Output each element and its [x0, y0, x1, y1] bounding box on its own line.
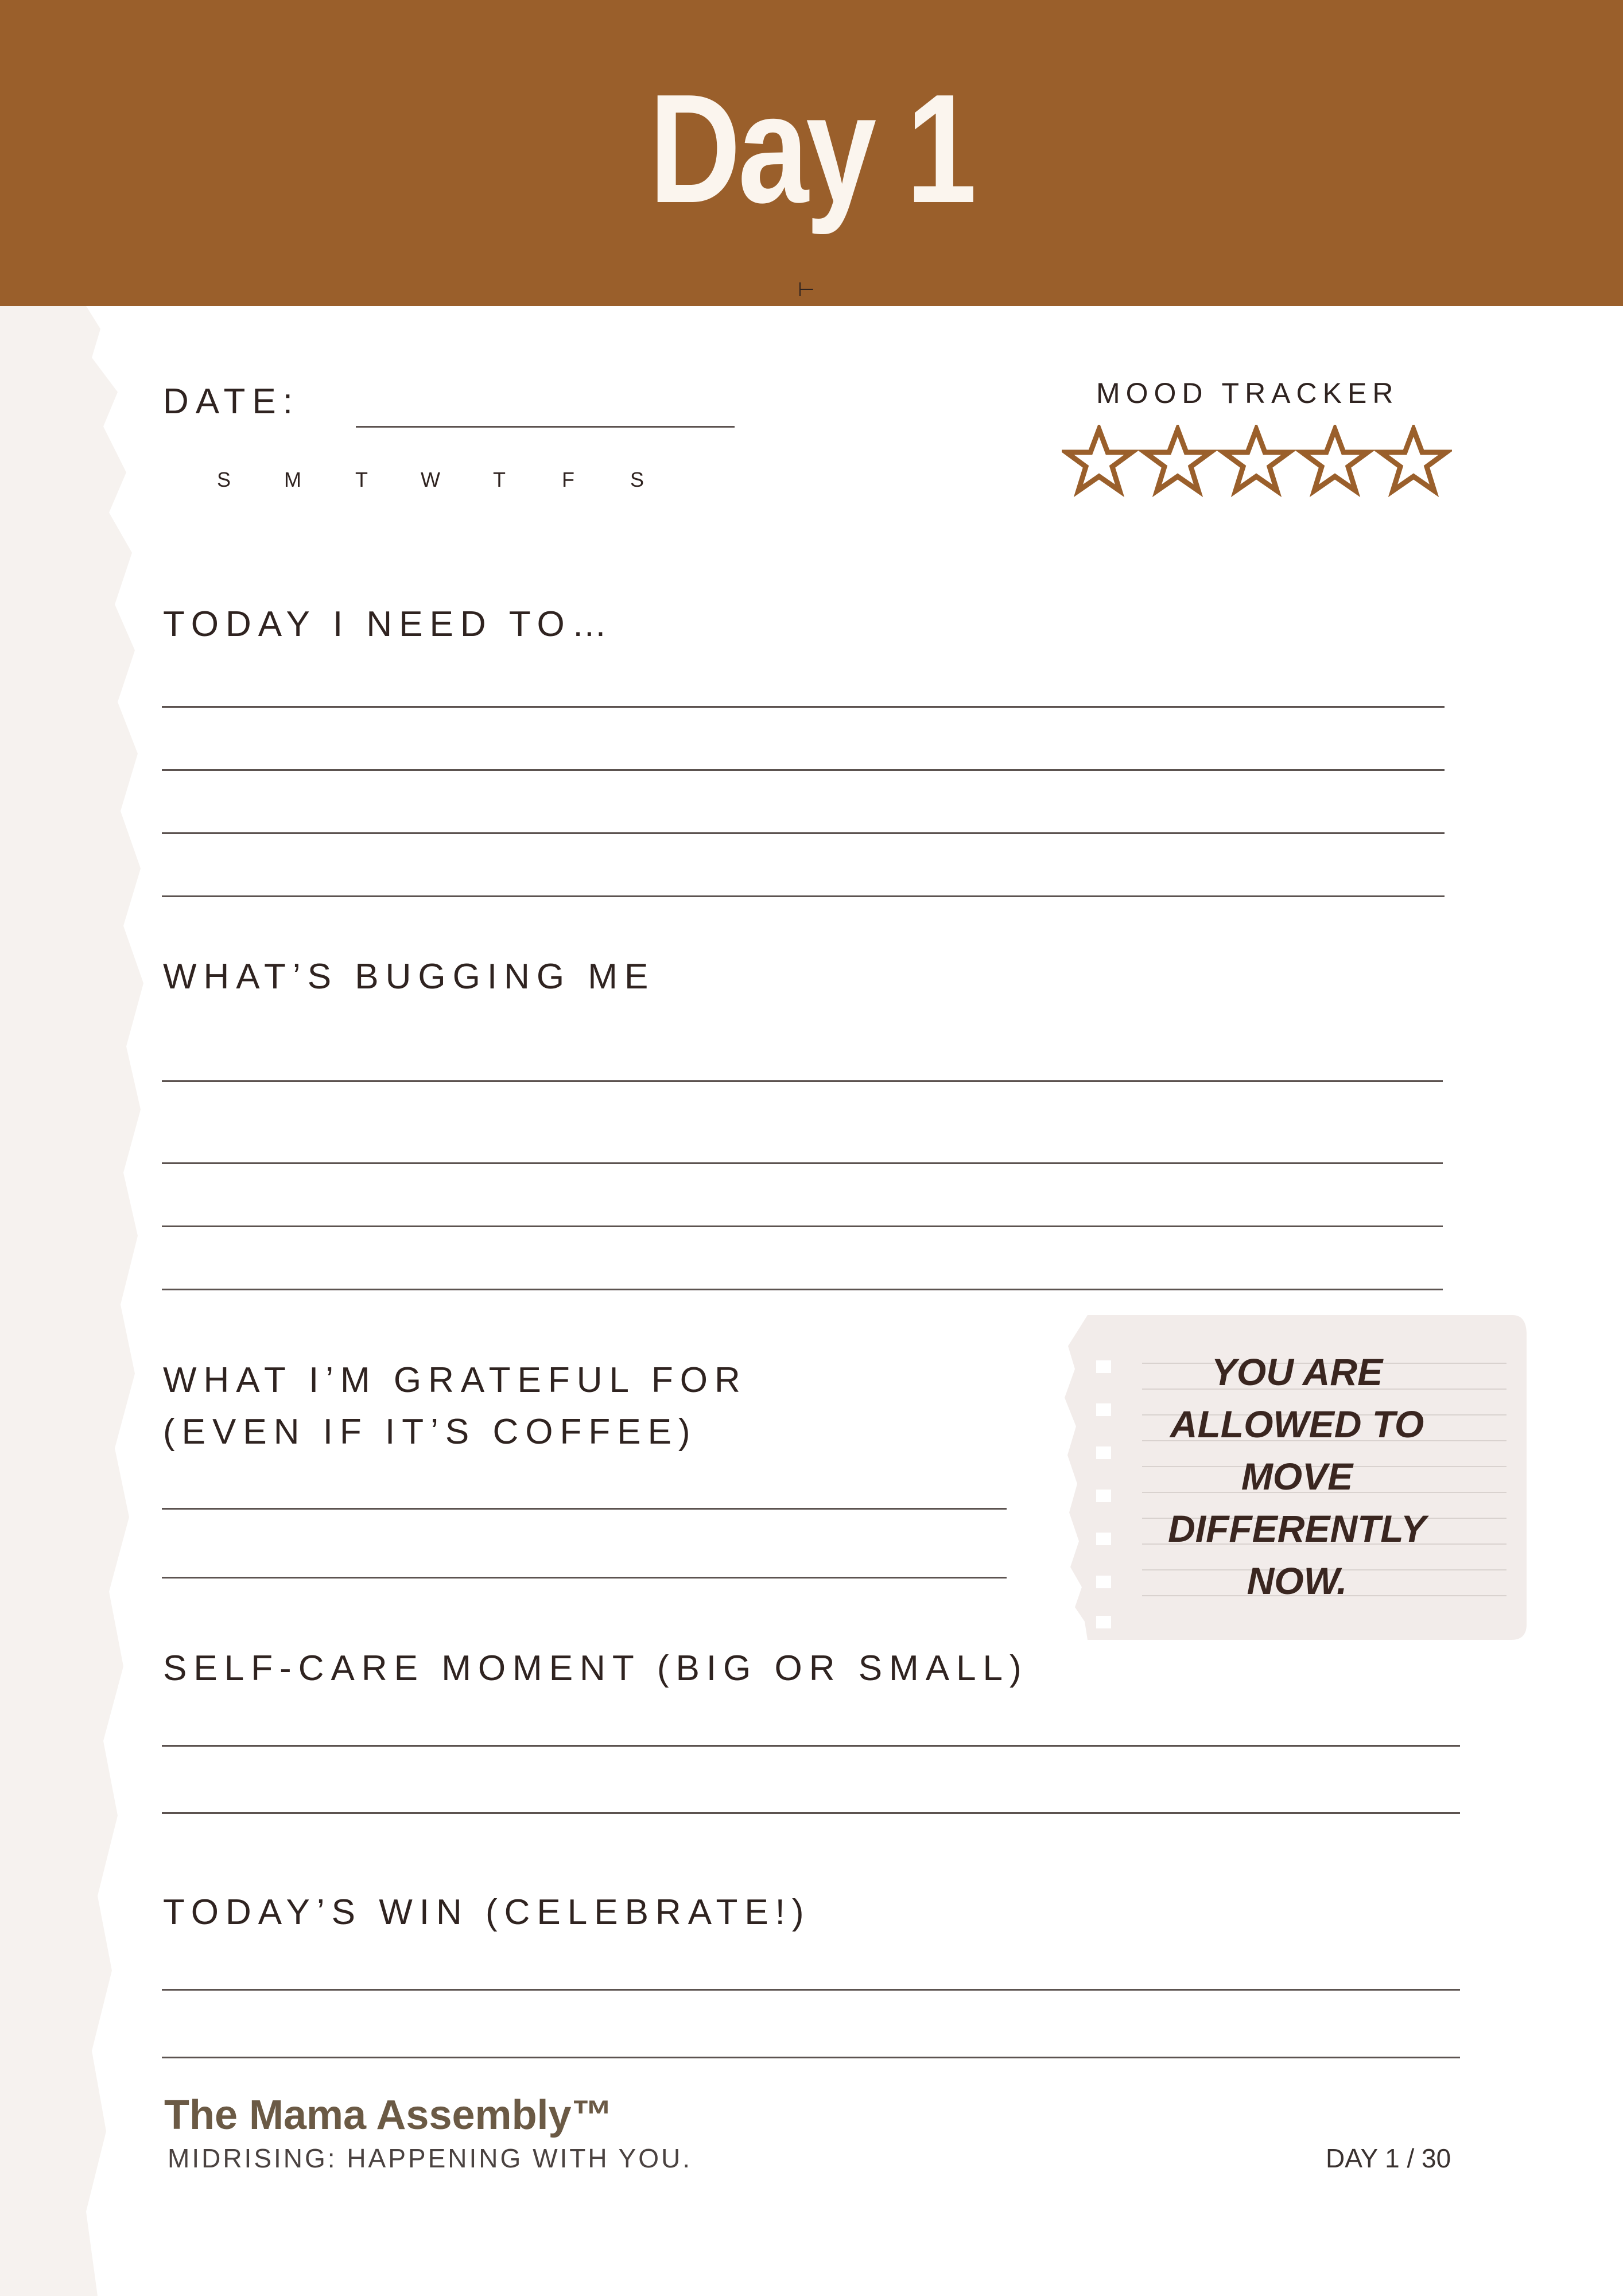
write-line[interactable] — [162, 1577, 1007, 1578]
star-icon[interactable] — [1145, 429, 1210, 491]
day-monday[interactable]: M — [284, 468, 304, 491]
write-line[interactable] — [162, 706, 1445, 708]
write-line[interactable] — [162, 1162, 1443, 1164]
day-friday[interactable]: F — [562, 468, 577, 491]
write-line[interactable] — [162, 1225, 1443, 1227]
section-win-heading: TODAY’S WIN (CELEBRATE!) — [163, 1892, 811, 1932]
write-line[interactable] — [162, 2057, 1460, 2058]
note-line: NOW. — [1247, 1560, 1348, 1602]
star-icon[interactable] — [1066, 429, 1132, 491]
section-grateful-subheading: (EVEN IF IT’S COFFEE) — [163, 1412, 697, 1452]
star-icon[interactable] — [1302, 429, 1368, 491]
write-line[interactable] — [162, 1745, 1460, 1747]
page-number: DAY 1 / 30 — [1326, 2143, 1451, 2173]
section-selfcare-heading: SELF-CARE MOMENT (BIG OR SMALL) — [163, 1649, 1028, 1688]
sticky-note-text — [1142, 1346, 1452, 1607]
write-line[interactable] — [162, 1080, 1443, 1082]
torn-paper-edge — [0, 306, 149, 2296]
mood-stars — [1062, 425, 1452, 499]
day-sunday[interactable]: S — [216, 468, 233, 491]
note-line: DIFFERENTLY — [1168, 1507, 1426, 1550]
star-icon[interactable] — [1224, 429, 1289, 491]
write-line[interactable] — [162, 1508, 1007, 1510]
day-tuesday[interactable]: T — [355, 468, 370, 491]
day-thursday[interactable]: T — [493, 468, 508, 491]
write-line[interactable] — [162, 1989, 1460, 1991]
brand-tagline: MIDRISING: HAPPENING WITH YOU. — [168, 2143, 692, 2173]
weekday-selector — [213, 468, 650, 492]
day-saturday[interactable]: S — [630, 468, 646, 491]
write-line[interactable] — [162, 1289, 1443, 1290]
section-today-heading: TODAY I NEED TO… — [163, 604, 614, 644]
date-line[interactable] — [356, 426, 735, 428]
date-label: DATE: — [163, 382, 300, 421]
mood-tracker-label: MOOD TRACKER — [1096, 377, 1399, 409]
page-title: Day 1 — [649, 63, 974, 235]
note-line: MOVE — [1241, 1455, 1353, 1498]
section-bugging-heading: WHAT’S BUGGING ME — [163, 957, 655, 996]
star-icon[interactable] — [1381, 429, 1446, 491]
section-grateful-heading: WHAT I’M GRATEFUL FOR — [163, 1360, 747, 1400]
write-line[interactable] — [162, 832, 1445, 834]
day-wednesday[interactable]: W — [421, 468, 442, 491]
header-banner — [0, 0, 1623, 306]
write-line[interactable] — [162, 1812, 1460, 1814]
write-line[interactable] — [162, 769, 1445, 771]
header-mark: ⊢ — [798, 279, 815, 301]
write-line[interactable] — [162, 895, 1445, 897]
note-line: YOU ARE — [1211, 1351, 1383, 1393]
note-line: ALLOWED TO — [1170, 1403, 1424, 1445]
brand-name: The Mama Assembly™ — [164, 2092, 613, 2138]
